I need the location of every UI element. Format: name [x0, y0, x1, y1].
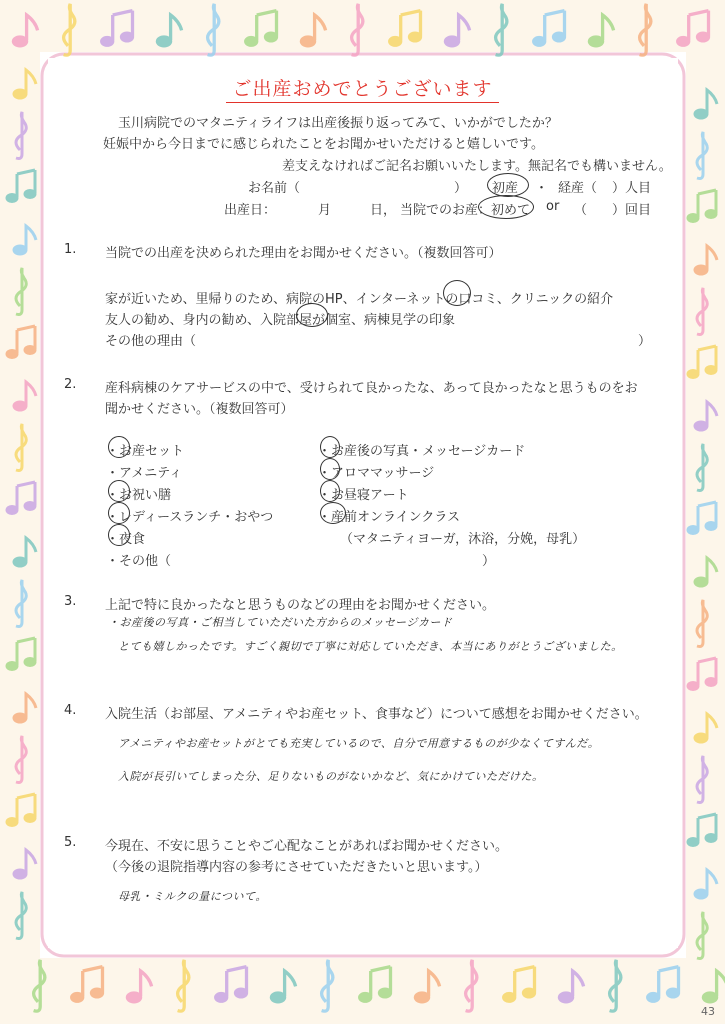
q2-question-line-1: 産科病棟のケアサービスの中で、受けられて良かったな、あって良かったなと思うものをお [105, 381, 638, 396]
q2-option: ・お産セット [106, 444, 185, 459]
q3-question: 上記で特に良かったなと思うものなどの理由をお聞かせください。 [105, 598, 496, 613]
q2-option: ・夜食 [106, 532, 146, 547]
intro-line-1: 玉川病院でのマタニティライフは出産後振り返ってみて、いかがでしたか？ [118, 116, 558, 131]
q2-question-line-2: 聞かせください。（複数回答可） [105, 402, 294, 417]
intro-line-3: 差支えなければご記名お願いいたします。無記名でも構いません。 [282, 159, 672, 174]
q2-other-close: ） [482, 554, 496, 569]
name-label: お名前（ [248, 181, 301, 196]
first-birth-circle [487, 173, 529, 197]
intro-line-2: 妊娠中から今日までに感じられたことをお聞かせいただけると嬉しいです。 [103, 137, 544, 152]
q2-option: ・お昼寝アート [318, 488, 409, 503]
q5-number: 5. [64, 835, 77, 850]
or-label: or [546, 199, 560, 214]
q3-number: 3. [64, 594, 77, 609]
photo-card-circle [320, 436, 340, 458]
day-label: 日， [370, 203, 397, 218]
q1-question: 当院での出産を決められた理由をお聞かせください。（複数回答可） [105, 246, 502, 261]
q3-answer-line-1: ・お産後の写真・ご相当していただいた方からのメッセージカード [108, 616, 453, 629]
q2-option: ・産前オンラインクラス [318, 510, 460, 525]
month-label: 月 [318, 203, 332, 218]
q1-other-close: ） [638, 334, 652, 349]
q4-question: 入院生活（お部屋、アメニティやお産セット、食事など）について感想をお聞かせください。 [105, 707, 648, 722]
q5-question: 今現在、不安に思うことやご心配なことがあればお聞かせください。 [105, 839, 509, 854]
internet-reviews-circle [443, 280, 471, 306]
q5-note: （今後の退院指導内容の参考にさせていただきたいと思います。） [105, 860, 488, 875]
online-class-circle [320, 502, 346, 524]
times-close: ）回目 [612, 203, 652, 218]
q4-answer-line-2: 入院が長引いてしまった分、足りないものがないかなど、気にかけていただけた。 [118, 770, 544, 783]
q1-other-label: その他の理由（ [105, 334, 197, 349]
q5-answer: 母乳・ミルクの量について。 [118, 890, 267, 903]
times-open: （ [574, 203, 588, 218]
aroma-massage-circle [320, 458, 340, 480]
birth-set-circle [108, 436, 130, 458]
q2-option: ・お産後の写真・メッセージカード [318, 444, 526, 459]
page-title: ご出産おめでとうございます [0, 74, 725, 101]
celebration-meal-circle [108, 480, 130, 502]
night-snack-circle [108, 524, 130, 546]
q2-option: ・アメニティ [106, 466, 183, 481]
nap-art-circle [320, 480, 340, 502]
first-time-circle [478, 195, 534, 219]
hospital-births-label: 当院でのお産：初めて [400, 203, 531, 218]
q2-online-class-detail: （マタニティヨーガ，沐浴，分娩，母乳） [340, 532, 586, 547]
q3-answer-line-2: とても嬉しかったです。すごく親切で丁寧に対応していただき、本当にありがとうございました。 [118, 640, 623, 653]
multi-birth-close: ）人目 [612, 181, 652, 196]
q2-option: ・お祝い膳 [106, 488, 172, 503]
birth-date-label: 出産日： [224, 203, 277, 218]
first-birth-option: 初産 [492, 181, 519, 196]
name-close: ） [454, 181, 468, 196]
page-number: 43 [701, 1005, 715, 1018]
q2-option: ・アロママッサージ [318, 466, 435, 481]
q1-options-line-1: 家が近いため、里帰りのため、病院のHP、インターネットの口コミ、クリニックの紹介 [105, 292, 614, 307]
q2-number: 2. [64, 377, 77, 392]
q4-answer-line-1: アメニティやお産セットがとても充実しているので、自分で用意するものが少なくてすんだ。 [118, 737, 600, 750]
private-room-circle [296, 303, 328, 327]
multi-birth-option: 経産（ [558, 181, 598, 196]
q2-option: ・その他（ [106, 554, 172, 569]
option-separator: ・ [535, 181, 549, 196]
q1-number: 1. [64, 242, 77, 257]
q2-option: ・レディースランチ・おやつ [106, 510, 274, 525]
q4-number: 4. [64, 703, 77, 718]
q1-options-line-2: 友人の勧め、身内の勧め、入院部屋が個室、病棟見学の印象 [105, 313, 455, 328]
ladies-lunch-circle [108, 502, 130, 524]
